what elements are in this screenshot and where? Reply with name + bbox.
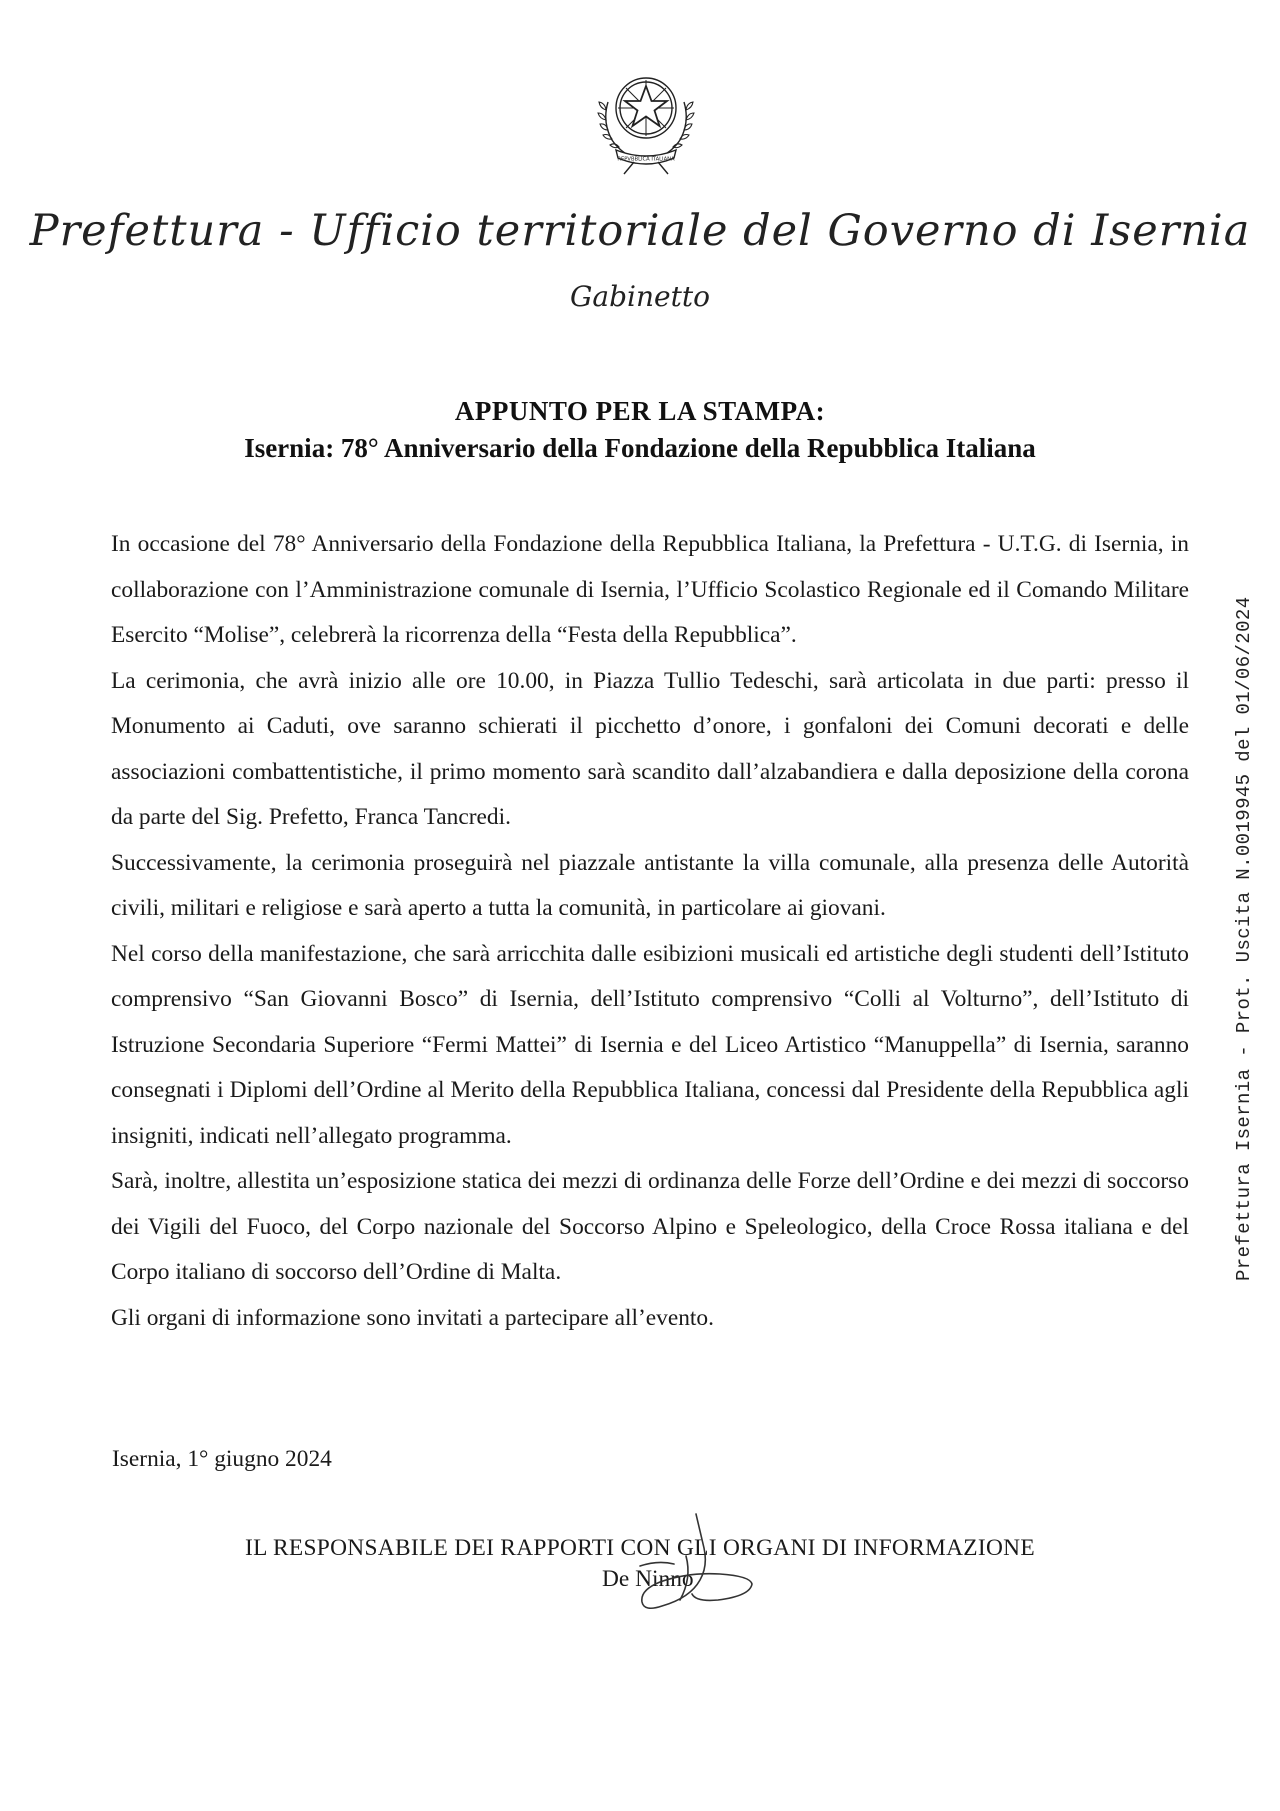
- document-body: [111, 522, 1189, 1341]
- signatory-name: De Ninno: [602, 1566, 694, 1592]
- document-title: APPUNTO PER LA STAMPA:: [454, 396, 826, 426]
- body-paragraph: Gli organi di informazione sono invitati a partecipare all’evento.: [111, 1304, 714, 1331]
- body-paragraph: Sarà, inoltre, allestita un’esposizione statica dei mezzi di ordinanza delle Forze dell’Ordine e dei mezzi di soccorso dei Vigili del Fuoco, del Corpo nazionale del Soccorso Alpino e Speleologico, della Croce Rossa italiana e del Corpo italiano di soccorso dell’Ordine di Malta.: [111, 1168, 1189, 1285]
- document-date: Isernia, 1° giugno 2024: [112, 1446, 332, 1472]
- body-paragraph: Nel corso della manifestazione, che sarà arricchita dalle esibizioni musicali ed artistiche degli studenti dell’Istituto comprensivo “San Giovanni Bosco” di Isernia, dell’Istituto comprensivo “Colli al Volturno”, dell’Istituto di Istruzione Secondaria Superiore “Fermi Mattei” di Isernia e del Liceo Artistico “Manuppella” di Isernia, saranno consegnati i Diplomi dell’Ordine al Merito della Repubblica Italiana, concessi dal Presidente della Repubblica agli insigniti, indicati nell’allegato programma.: [111, 940, 1189, 1149]
- protocol-stamp: Prefettura Isernia - Prot. Uscita N.0019945 del 01/06/2024: [1233, 596, 1255, 1281]
- department-heading: Gabinetto: [570, 280, 710, 313]
- body-paragraph: Successivamente, la cerimonia proseguirà nel piazzale antistante la villa comunale, alla presenza delle Autorità civili, militari e religiose e sarà aperto a tutta la comunità, in particolare ai giovani.: [111, 849, 1189, 921]
- body-paragraph: In occasione del 78° Anniversario della Fondazione della Repubblica Italiana, la Prefettura - U.T.G. di Isernia, in collaborazione con l’Amministrazione comunale di Isernia, l’Ufficio Scolastico Regionale ed il Comando Militare Esercito “Molise”, celebrerà la ricorrenza della “Festa della Repubblica”.: [111, 531, 1189, 648]
- italian-republic-emblem-icon: [594, 62, 698, 176]
- signatory-title: IL RESPONSABILE DEI RAPPORTI CON GLI ORGANI DI INFORMAZIONE: [245, 1535, 1035, 1561]
- office-heading: Prefettura - Ufficio territoriale del Governo di Isernia: [29, 206, 1251, 256]
- svg-text:REPVBBLICA ITALIANA: REPVBBLICA ITALIANA: [617, 156, 675, 163]
- document-subtitle: Isernia: 78° Anniversario della Fondazione della Repubblica Italiana: [244, 433, 1036, 463]
- body-paragraph: La cerimonia, che avrà inizio alle ore 10.00, in Piazza Tullio Tedeschi, sarà articolata in due parti: presso il Monumento ai Caduti, ove saranno schierati il picchetto d’onore, i gonfaloni dei Comuni decorati e delle associazioni combattentistiche, il primo momento sarà scandito dall’alzabandiera e dalla deposizione della corona da parte del Sig. Prefetto, Franca Tancredi.: [111, 667, 1189, 830]
